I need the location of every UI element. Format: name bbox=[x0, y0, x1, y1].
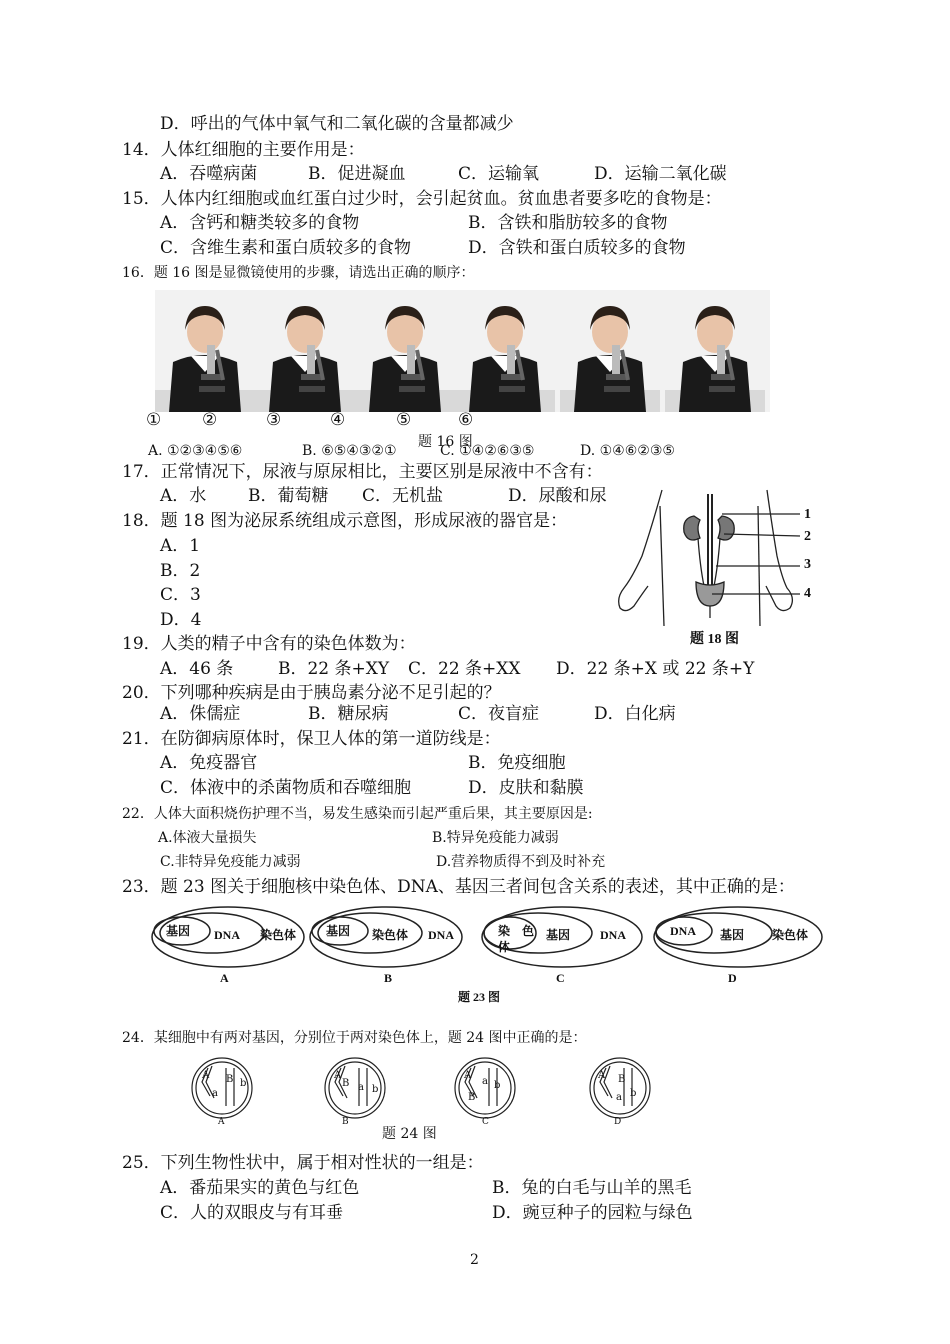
q25-stem: 25．下列生物性状中，属于相对性状的一组是： bbox=[122, 1153, 484, 1173]
q20-option-a: A．侏儒症 bbox=[160, 704, 241, 724]
q17-option-b: B．葡萄糖 bbox=[248, 486, 329, 506]
q17-option-d: D．尿酸和尿 bbox=[508, 486, 607, 506]
q16-option-c: C. ①④②⑥③⑤ bbox=[440, 443, 535, 459]
q24-cell-diagrams bbox=[190, 1056, 660, 1120]
diag-a-letter: A bbox=[220, 971, 229, 985]
q21-option-c: C．体液中的杀菌物质和吞噬细胞 bbox=[160, 778, 412, 798]
cell-d-letter: D bbox=[614, 1117, 622, 1127]
q19-option-d: D．22 条+X 或 22 条+Y bbox=[556, 659, 755, 679]
diag-d-inner: DNA bbox=[670, 924, 696, 938]
q21-option-b: B．免疫细胞 bbox=[468, 753, 566, 773]
cell-c-gene-4: b bbox=[494, 1080, 501, 1091]
cell-b-gene-4: b bbox=[372, 1084, 379, 1095]
q22-option-d: D.营养物质得不到及时补充 bbox=[436, 854, 606, 870]
q20-option-d: D．白化病 bbox=[594, 704, 676, 724]
q16-option-d: D. ①④⑥②③⑤ bbox=[580, 443, 675, 459]
q16-stem: 16．题 16 图是显微镜使用的步骤，请选出正确的顺序： bbox=[122, 265, 475, 281]
q22-stem: 22．人体大面积烧伤护理不当，易发生感染而引起严重后果，其主要原因是: bbox=[122, 806, 593, 822]
cell-a-gene-4: b bbox=[240, 1078, 247, 1089]
cell-c-gene-1: A bbox=[464, 1070, 472, 1081]
q15-option-d: D．含铁和蛋白质较多的食物 bbox=[468, 238, 686, 258]
photo-label-3: ③ bbox=[266, 410, 282, 430]
q22-option-b: B.特异免疫能力减弱 bbox=[432, 830, 559, 846]
figure-18-caption: 题 18 图 bbox=[690, 632, 739, 647]
fig18-label-4: 4 bbox=[804, 586, 811, 601]
q17-stem: 17．正常情况下，尿液与原尿相比，主要区别是尿液中不含有： bbox=[122, 462, 603, 482]
diag-c-letter: C bbox=[556, 971, 565, 985]
diag-d-outer: 染色体 bbox=[772, 928, 809, 942]
photo-label-6: ⑥ bbox=[458, 410, 474, 430]
q25-option-b: B．兔的白毛与山羊的黑毛 bbox=[492, 1178, 692, 1198]
photo-label-2: ② bbox=[202, 410, 218, 430]
q18-stem: 18．题 18 图为泌尿系统组成示意图，形成尿液的器官是： bbox=[122, 511, 568, 531]
diag-c-inner-2: 色 bbox=[522, 924, 535, 938]
q20-stem: 20．下列哪种疾病是由于胰岛素分泌不足引起的？ bbox=[122, 683, 501, 703]
diag-d-middle: 基因 bbox=[720, 928, 745, 942]
q19-option-a: A．46 条 bbox=[160, 659, 234, 679]
diag-d-letter: D bbox=[728, 971, 737, 985]
cell-a-gene-3: B bbox=[226, 1074, 234, 1085]
q19-option-c: C．22 条+XX bbox=[408, 659, 521, 679]
urinary-system-figure bbox=[612, 486, 822, 626]
diag-b-middle: 染色体 bbox=[372, 928, 409, 942]
diag-a-middle: DNA bbox=[214, 928, 240, 942]
photo-label-4: ④ bbox=[330, 410, 346, 430]
q14-option-c: C．运输氧 bbox=[458, 164, 540, 184]
cell-d-gene-3: a bbox=[616, 1092, 622, 1103]
q21-option-a: A．免疫器官 bbox=[160, 753, 258, 773]
q20-option-b: B．糖尿病 bbox=[308, 704, 389, 724]
q18-option-c: C．3 bbox=[160, 585, 201, 605]
q25-option-a: A．番茄果实的黄色与红色 bbox=[160, 1178, 360, 1198]
fig18-label-2: 2 bbox=[804, 529, 811, 544]
cell-b-gene-2: B bbox=[342, 1078, 350, 1089]
diag-c-outer: DNA bbox=[600, 928, 626, 942]
q13-option-d: D．呼出的气体中氧气和二氧化碳的含量都减少 bbox=[160, 114, 514, 134]
cell-c-gene-3: B bbox=[468, 1092, 476, 1103]
q14-option-a: A．吞噬病菌 bbox=[160, 164, 258, 184]
diag-b-outer: DNA bbox=[428, 928, 454, 942]
q20-option-c: C．夜盲症 bbox=[458, 704, 540, 724]
cell-b-letter: B bbox=[342, 1117, 349, 1127]
q15-option-c: C．含维生素和蛋白质较多的食物 bbox=[160, 238, 412, 258]
diag-c-middle: 基因 bbox=[546, 928, 571, 942]
cell-c-letter: C bbox=[482, 1117, 489, 1127]
diag-b-letter: B bbox=[384, 971, 393, 985]
fig18-label-3: 3 bbox=[804, 557, 811, 572]
q17-option-c: C．无机盐 bbox=[362, 486, 444, 506]
q25-option-d: D．豌豆种子的园粒与绿色 bbox=[492, 1203, 693, 1223]
diag-a-inner: 基因 bbox=[166, 924, 191, 938]
photo-label-1: ① bbox=[146, 410, 162, 430]
cell-a-gene-2: a bbox=[212, 1088, 218, 1099]
figure-16-caption: 题 16 图 bbox=[418, 434, 473, 450]
cell-c-gene-2: a bbox=[482, 1076, 488, 1087]
q22-option-a: A.体液大量损失 bbox=[158, 830, 257, 846]
page-number: 2 bbox=[470, 1252, 479, 1268]
q18-option-d: D．4 bbox=[160, 610, 202, 630]
q19-stem: 19．人类的精子中含有的染色体数为： bbox=[122, 634, 416, 654]
q19-option-b: B．22 条+XY bbox=[278, 659, 390, 679]
q17-option-a: A．水 bbox=[160, 486, 207, 506]
q15-stem: 15．人体内红细胞或血红蛋白过少时，会引起贫血。贫血患者要多吃的食物是： bbox=[122, 189, 722, 209]
q14-option-b: B．促进凝血 bbox=[308, 164, 406, 184]
q18-option-a: A．1 bbox=[160, 536, 201, 556]
cell-b-gene-1: A bbox=[334, 1070, 342, 1081]
figure-23-caption: 题 23 图 bbox=[458, 990, 501, 1004]
cell-b-gene-3: a bbox=[358, 1082, 364, 1093]
cell-d-gene-4: b bbox=[630, 1088, 637, 1099]
q24-stem: 24．某细胞中有两对基因，分别位于两对染色体上，题 24 图中正确的是： bbox=[122, 1030, 587, 1046]
diag-b-inner: 基因 bbox=[326, 924, 351, 938]
q21-option-d: D．皮肤和黏膜 bbox=[468, 778, 584, 798]
cell-a-gene-1: A bbox=[202, 1070, 210, 1081]
diag-c-inner-1: 染 bbox=[498, 924, 511, 938]
diag-c-inner-3: 体 bbox=[498, 940, 511, 954]
q21-stem: 21．在防御病原体时，保卫人体的第一道防线是： bbox=[122, 729, 501, 749]
q16-option-b: B. ⑥⑤④③②① bbox=[302, 443, 397, 459]
diag-a-outer: 染色体 bbox=[260, 928, 297, 942]
q15-option-b: B．含铁和脂肪较多的食物 bbox=[468, 213, 668, 233]
q23-stem: 23．题 23 图关于细胞核中染色体、DNA、基因三者间包含关系的表述，其中正确的是： bbox=[122, 877, 795, 897]
q25-option-c: C．人的双眼皮与有耳垂 bbox=[160, 1203, 344, 1223]
q22-option-c: C.非特异免疫能力减弱 bbox=[160, 854, 301, 870]
fig18-label-1: 1 bbox=[804, 507, 811, 522]
q15-option-a: A．含钙和糖类较多的食物 bbox=[160, 213, 360, 233]
q14-option-d: D．运输二氧化碳 bbox=[594, 164, 727, 184]
microscope-steps-photo bbox=[155, 290, 770, 412]
figure-24-caption: 题 24 图 bbox=[382, 1126, 437, 1142]
cell-a-letter: A bbox=[218, 1117, 225, 1127]
cell-d-gene-1: A bbox=[598, 1070, 606, 1081]
q14-stem: 14．人体红细胞的主要作用是： bbox=[122, 140, 365, 160]
q18-option-b: B．2 bbox=[160, 561, 201, 581]
cell-d-gene-2: B bbox=[618, 1074, 626, 1085]
photo-label-5: ⑤ bbox=[396, 410, 412, 430]
q16-option-a: A. ①②③④⑤⑥ bbox=[148, 443, 243, 459]
